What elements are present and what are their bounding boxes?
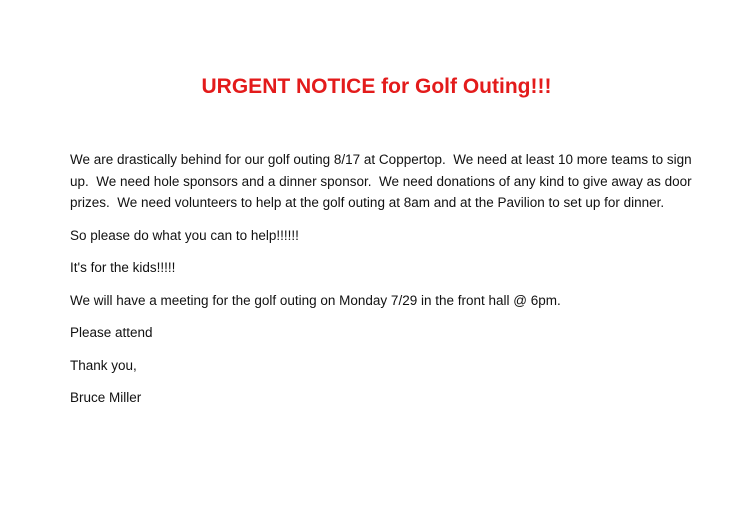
body-paragraph-attend: Please attend xyxy=(70,325,153,340)
body-paragraph-kids: It's for the kids!!!!! xyxy=(70,260,176,275)
closing-thank-you: Thank you, xyxy=(70,357,137,373)
signature-name: Bruce Miller xyxy=(70,390,142,405)
notice-title: URGENT NOTICE for Golf Outing!!! xyxy=(201,75,552,98)
body-paragraph-help: So please do what you can to help!!!!!! xyxy=(70,227,299,243)
body-paragraph-intro: We are drastically behind for our golf outing 8/17 at Coppertop. We need at least 10 more teams to sign up. We need hole sponsors and a dinner sponsor. We need donations of any kind to give away as door prizes. We need volunteers to help at the golf outing at 8am and at the Pavilion to set up for dinner. xyxy=(70,152,696,210)
body-paragraph-meeting: We will have a meeting for the golf outing on Monday 7/29 in the front hall @ 6pm. xyxy=(70,292,561,308)
notice-body xyxy=(70,149,710,420)
